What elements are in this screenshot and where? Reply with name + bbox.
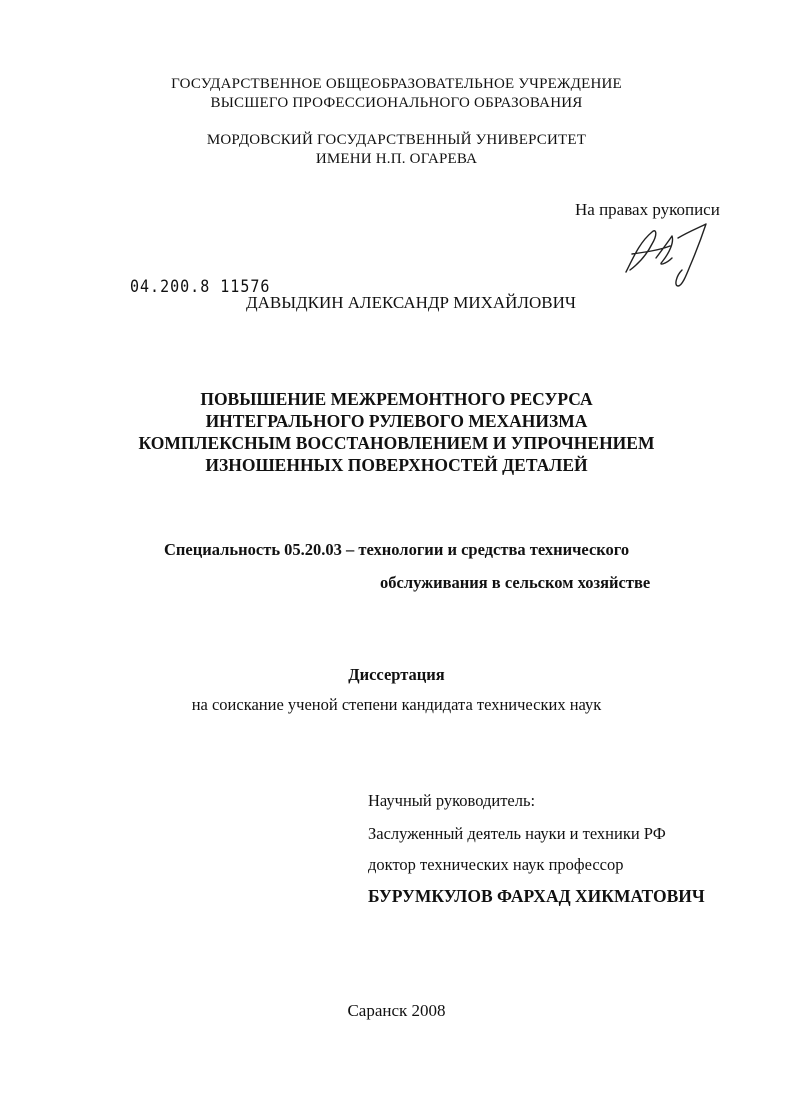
document-type-label: Диссертация — [348, 665, 445, 684]
registration-stamp-number: 04.200.8 11576 — [130, 276, 271, 297]
specialty-line-2: обслуживания в сельском хозяйстве — [380, 573, 651, 592]
city-and-year: Саранск 2008 — [347, 1001, 446, 1020]
advisor-name: БУРУМКУЛОВ ФАРХАД ХИКМАТОВИЧ — [368, 886, 705, 906]
manuscript-rights-note: На правах рукописи — [575, 200, 720, 219]
advisor-academic-title: доктор технических наук профессор — [368, 855, 624, 874]
specialty-line-1: Специальность 05.20.03 – технологии и средства технического — [164, 540, 630, 559]
institution-line-1: ГОСУДАРСТВЕННОЕ ОБЩЕОБРАЗОВАТЕЛЬНОЕ УЧРЕЖДЕНИЕ — [171, 76, 622, 92]
degree-statement: на соискание ученой степени кандидата технических наук — [191, 695, 602, 714]
dissertation-title-line-4: ИЗНОШЕННЫХ ПОВЕРХНОСТЕЙ ДЕТАЛЕЙ — [205, 455, 588, 475]
signature-mark — [612, 212, 712, 290]
university-name: МОРДОВСКИЙ ГОСУДАРСТВЕННЫЙ УНИВЕРСИТЕТ — [206, 132, 587, 148]
dissertation-title-line-2: ИНТЕГРАЛЬНОГО РУЛЕВОГО МЕХАНИЗМА — [205, 411, 588, 431]
advisor-label: Научный руководитель: — [368, 791, 536, 810]
institution-line-2: ВЫСШЕГО ПРОФЕССИОНАЛЬНОГО ОБРАЗОВАНИЯ — [210, 95, 583, 111]
dissertation-title-line-3: КОМПЛЕКСНЫМ ВОССТАНОВЛЕНИЕМ И УПРОЧНЕНИЕМ — [138, 433, 655, 453]
author-name: ДАВЫДКИН АЛЕКСАНДР МИХАЙЛОВИЧ — [246, 293, 576, 312]
dissertation-title-line-1: ПОВЫШЕНИЕ МЕЖРЕМОНТНОГО РЕСУРСА — [200, 389, 593, 409]
advisor-honorary-title: Заслуженный деятель науки и техники РФ — [368, 824, 666, 843]
university-namesake: ИМЕНИ Н.П. ОГАРЕВА — [315, 151, 478, 167]
